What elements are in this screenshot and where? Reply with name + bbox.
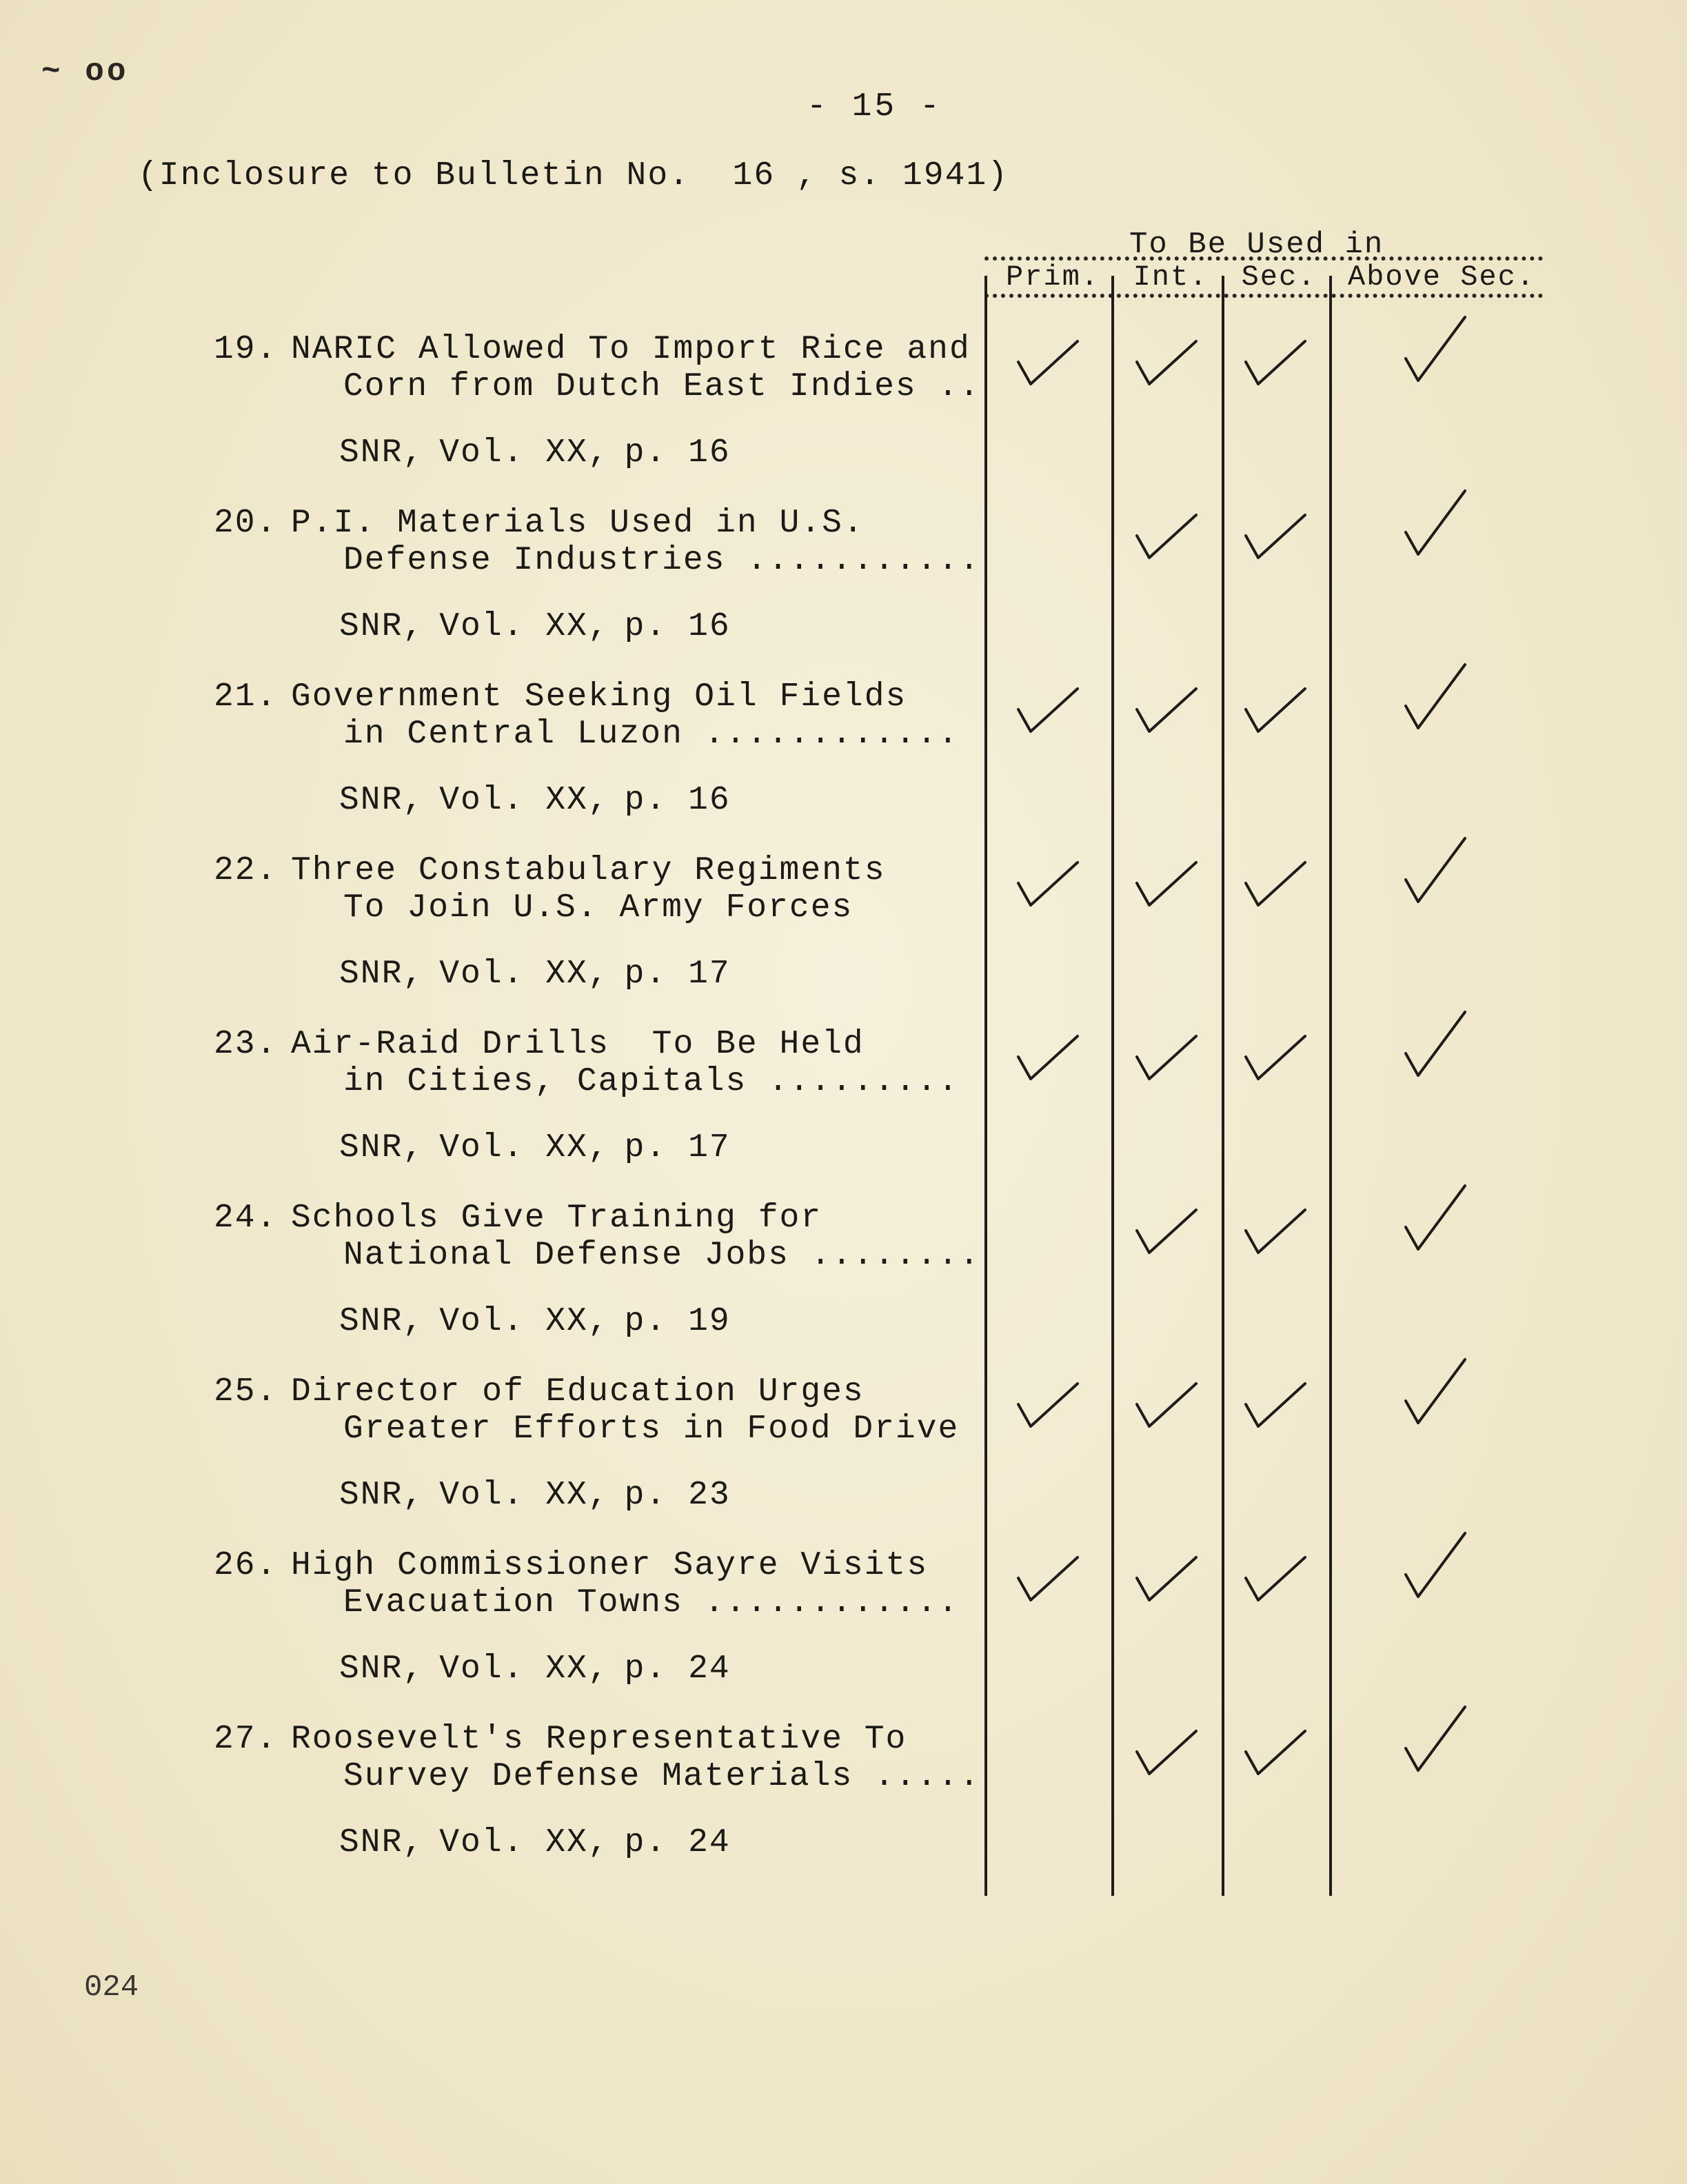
reference-part: p. 17 bbox=[624, 1129, 731, 1166]
check-mark-icon bbox=[1010, 324, 1086, 400]
check-mark-icon bbox=[1010, 1366, 1086, 1442]
entry-number: 24. bbox=[214, 1200, 278, 1237]
check-mark-icon bbox=[1397, 484, 1473, 560]
check-mark-icon bbox=[1129, 1366, 1204, 1442]
check-mark-icon bbox=[1397, 1526, 1473, 1602]
reference-part: p. 16 bbox=[624, 434, 731, 472]
entry-item bbox=[214, 1200, 980, 1274]
check-mark-icon bbox=[1238, 1193, 1313, 1268]
reference-part: SNR, bbox=[339, 1650, 425, 1688]
check-mark-icon bbox=[1129, 1193, 1204, 1268]
reference-part: SNR, bbox=[339, 956, 425, 993]
entry-title-line2: Evacuation Towns ............ bbox=[343, 1584, 960, 1621]
page-code: 024 bbox=[84, 1970, 139, 2005]
check-mark-icon bbox=[1397, 831, 1473, 907]
entry-title-line2: National Defense Jobs ........ bbox=[343, 1237, 981, 1274]
entry-number: 27. bbox=[214, 1721, 278, 1758]
column-rule bbox=[1222, 276, 1224, 1896]
entry-number: 22. bbox=[214, 852, 278, 889]
entry-title-line2: To Join U.S. Army Forces bbox=[343, 889, 853, 927]
entry-title-line2: Defense Industries ........... bbox=[343, 542, 981, 579]
check-mark-icon bbox=[1010, 1019, 1086, 1095]
check-mark-icon bbox=[1129, 1540, 1204, 1616]
reference-part: p. 19 bbox=[624, 1303, 731, 1340]
entry-reference bbox=[339, 1824, 746, 1861]
check-mark-icon bbox=[1129, 845, 1204, 921]
entry-title-line2: Survey Defense Materials ..... bbox=[343, 1758, 981, 1795]
reference-part: Vol. XX, bbox=[439, 1303, 609, 1340]
check-mark-icon bbox=[1397, 1700, 1473, 1776]
reference-part: Vol. XX, bbox=[439, 434, 609, 472]
reference-part: Vol. XX, bbox=[439, 956, 609, 993]
entry-reference bbox=[339, 1477, 746, 1514]
reference-part: p. 23 bbox=[624, 1477, 731, 1514]
check-mark-icon bbox=[1129, 1714, 1204, 1790]
column-rule bbox=[984, 276, 987, 1896]
entry-number: 23. bbox=[214, 1026, 278, 1063]
entry-title-line1: Government Seeking Oil Fields bbox=[291, 678, 907, 716]
reference-part: p. 17 bbox=[624, 956, 731, 993]
column-header-int: Int. bbox=[1133, 261, 1209, 294]
entry-title-line1: Director of Education Urges bbox=[291, 1373, 865, 1410]
entry-title-line1: Three Constabulary Regiments bbox=[291, 852, 886, 889]
check-mark-icon bbox=[1238, 671, 1313, 747]
reference-part: SNR, bbox=[339, 1303, 425, 1340]
entry-item bbox=[214, 1026, 959, 1100]
check-mark-icon bbox=[1129, 324, 1204, 400]
column-header-prim: Prim. bbox=[1005, 261, 1100, 294]
enclosure-line: (Inclosure to Bulletin No. 16 , s. 1941) bbox=[138, 157, 1009, 194]
check-mark-icon bbox=[1238, 324, 1313, 400]
entry-number: 21. bbox=[214, 678, 278, 716]
entry-item bbox=[214, 331, 980, 405]
check-mark-icon bbox=[1010, 671, 1086, 747]
entry-item bbox=[214, 505, 980, 579]
check-mark-icon bbox=[1238, 1714, 1313, 1790]
check-mark-icon bbox=[1129, 671, 1204, 747]
entry-item bbox=[214, 852, 886, 927]
check-mark-icon bbox=[1238, 845, 1313, 921]
reference-part: SNR, bbox=[339, 434, 425, 472]
column-rule bbox=[1111, 276, 1114, 1896]
check-mark-icon bbox=[1129, 1019, 1204, 1095]
entry-title-line1: High Commissioner Sayre Visits bbox=[291, 1547, 929, 1584]
reference-part: Vol. XX, bbox=[439, 782, 609, 819]
entry-title-line2: Greater Efforts in Food Drive bbox=[343, 1410, 960, 1448]
entry-title-line2: in Cities, Capitals ......... bbox=[343, 1063, 960, 1100]
entry-number: 26. bbox=[214, 1547, 278, 1584]
entry-item bbox=[214, 678, 959, 753]
entry-number: 25. bbox=[214, 1373, 278, 1410]
check-mark-icon bbox=[1010, 845, 1086, 921]
check-mark-icon bbox=[1238, 498, 1313, 574]
check-mark-icon bbox=[1238, 1366, 1313, 1442]
check-mark-icon bbox=[1238, 1019, 1313, 1095]
reference-part: SNR, bbox=[339, 608, 425, 645]
reference-part: p. 24 bbox=[624, 1650, 731, 1688]
entry-title-line1: P.I. Materials Used in U.S. bbox=[291, 505, 865, 542]
header-bottom-rule bbox=[984, 294, 1543, 298]
reference-part: Vol. XX, bbox=[439, 1129, 609, 1166]
check-mark-icon bbox=[1397, 1179, 1473, 1255]
entry-reference bbox=[339, 956, 746, 993]
reference-part: SNR, bbox=[339, 782, 425, 819]
reference-part: Vol. XX, bbox=[439, 1477, 609, 1514]
column-group-title: To Be Used in bbox=[1129, 228, 1384, 262]
entry-reference bbox=[339, 434, 746, 472]
entry-reference bbox=[339, 782, 746, 819]
entry-reference bbox=[339, 1129, 746, 1166]
page-number: - 15 - bbox=[807, 88, 942, 125]
entry-reference bbox=[339, 1650, 746, 1688]
check-mark-icon bbox=[1010, 1540, 1086, 1616]
column-header-sec: Sec. bbox=[1241, 261, 1317, 294]
entry-item bbox=[214, 1547, 959, 1621]
check-mark-icon bbox=[1129, 498, 1204, 574]
entry-reference bbox=[339, 1303, 746, 1340]
column-rule bbox=[1329, 276, 1332, 1896]
entry-title-line1: Schools Give Training for bbox=[291, 1200, 822, 1237]
column-header-above-sec: Above Sec. bbox=[1347, 261, 1536, 294]
check-mark-icon bbox=[1238, 1540, 1313, 1616]
check-mark-icon bbox=[1397, 1005, 1473, 1081]
reference-part: Vol. XX, bbox=[439, 1650, 609, 1688]
check-mark-icon bbox=[1397, 658, 1473, 734]
entry-title-line1: Roosevelt's Representative To bbox=[291, 1721, 907, 1758]
entry-number: 19. bbox=[214, 331, 278, 368]
entry-title-line1: NARIC Allowed To Import Rice and bbox=[291, 331, 971, 368]
entry-title-line2: in Central Luzon ............ bbox=[343, 716, 960, 753]
corner-mark: ~ oo bbox=[41, 54, 129, 90]
reference-part: p. 16 bbox=[624, 782, 731, 819]
entry-number: 20. bbox=[214, 505, 278, 542]
reference-part: SNR, bbox=[339, 1477, 425, 1514]
entry-title-line1: Air-Raid Drills To Be Held bbox=[291, 1026, 865, 1063]
reference-part: Vol. XX, bbox=[439, 608, 609, 645]
reference-part: Vol. XX, bbox=[439, 1824, 609, 1861]
reference-part: p. 24 bbox=[624, 1824, 731, 1861]
reference-part: SNR, bbox=[339, 1129, 425, 1166]
check-mark-icon bbox=[1397, 1353, 1473, 1428]
entry-item bbox=[214, 1721, 980, 1795]
reference-part: SNR, bbox=[339, 1824, 425, 1861]
entry-reference bbox=[339, 608, 746, 645]
reference-part: p. 16 bbox=[624, 608, 731, 645]
entry-title-line2: Corn from Dutch East Indies .. bbox=[343, 368, 981, 405]
check-mark-icon bbox=[1397, 310, 1473, 386]
entry-item bbox=[214, 1373, 959, 1448]
